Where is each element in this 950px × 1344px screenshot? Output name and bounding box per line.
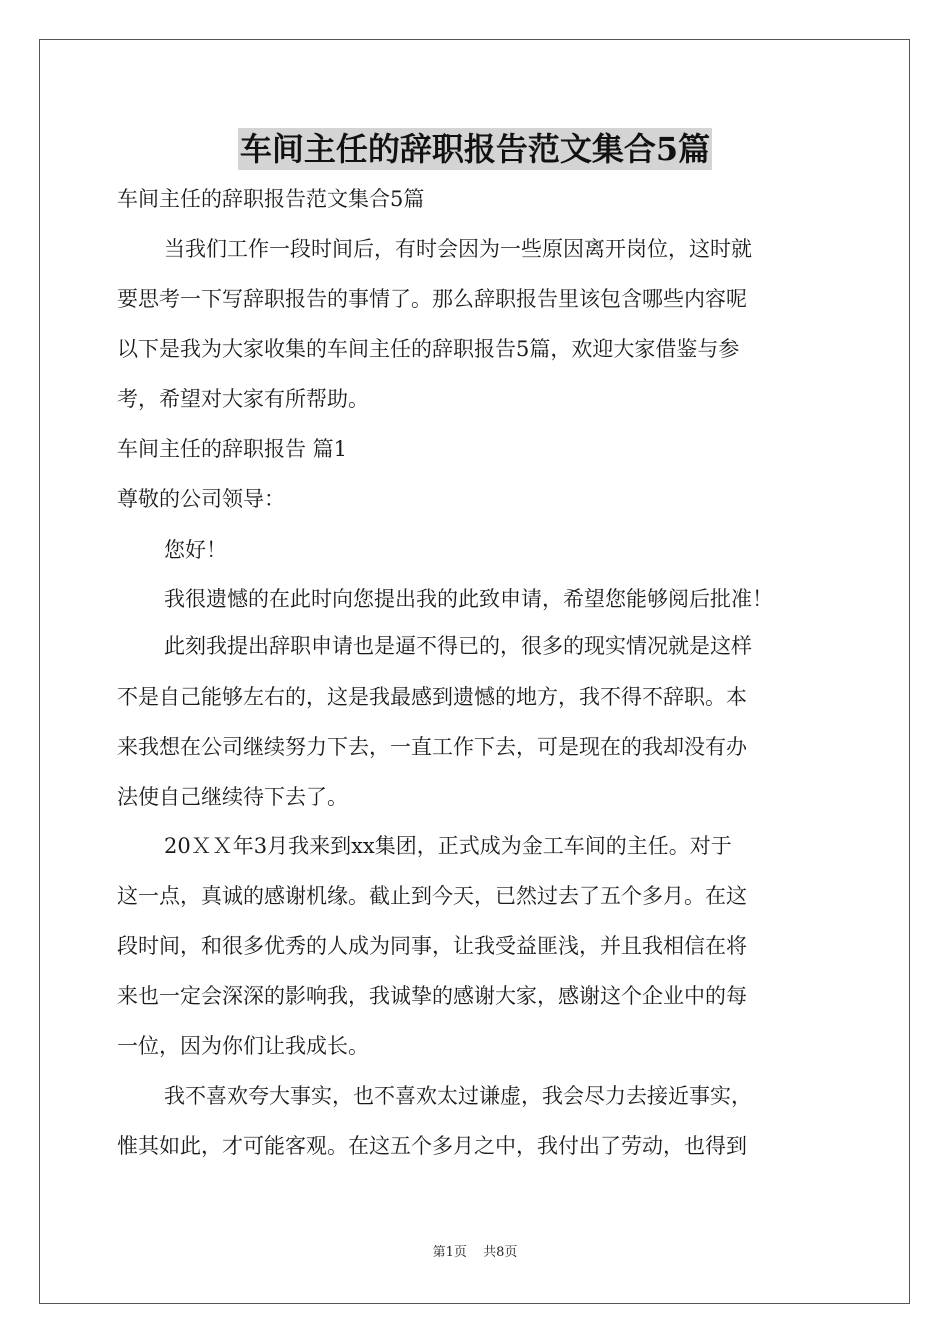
paragraph-line: 考，希望对大家有所帮助。 <box>117 387 369 411</box>
paragraph-line: 此刻我提出辞职申请也是逼不得已的，很多的现实情况就是这样 <box>164 634 752 658</box>
page-number-current: 第1页 <box>432 1245 467 1260</box>
greeting: 您好！ <box>164 538 227 562</box>
paragraph-line: 来也一定会深深的影响我，我诚挚的感谢大家，感谢这个企业中的每 <box>117 984 747 1008</box>
paragraph-line: 段时间，和很多优秀的人成为同事，让我受益匪浅，并且我相信在将 <box>117 934 747 958</box>
paragraph-line: 法使自己继续待下去了。 <box>117 785 348 809</box>
section-heading: 车间主任的辞职报告 篇1 <box>117 437 348 461</box>
paragraph-line: 一位，因为你们让我成长。 <box>117 1034 369 1058</box>
paragraph-line: 我很遗憾的在此时向您提出我的此致申请，希望您能够阅后批准！ <box>164 587 773 611</box>
paragraph-line: 以下是我为大家收集的车间主任的辞职报告5篇，欢迎大家借鉴与参 <box>117 337 740 361</box>
paragraph-line: 我不喜欢夸大事实，也不喜欢太过谦虚，我会尽力去接近事实， <box>164 1084 752 1108</box>
paragraph-line: 来我想在公司继续努力下去，一直工作下去，可是现在的我却没有办 <box>117 735 747 759</box>
document-subtitle: 车间主任的辞职报告范文集合5篇 <box>117 187 425 211</box>
page-border <box>39 39 910 1304</box>
title-container <box>0 128 950 170</box>
paragraph-line: 惟其如此，才可能客观。在这五个多月之中，我付出了劳动，也得到 <box>117 1134 747 1158</box>
page-footer <box>0 1244 950 1262</box>
paragraph-line: 不是自己能够左右的，这是我最感到遗憾的地方，我不得不辞职。本 <box>117 685 747 709</box>
salutation: 尊敬的公司领导： <box>117 487 285 511</box>
page-number-total: 共8页 <box>483 1245 518 1260</box>
paragraph-line: 要思考一下写辞职报告的事情了。那么辞职报告里该包含哪些内容呢 <box>117 287 747 311</box>
paragraph-line: 20ＸＸ年3月我来到xx集团，正式成为金工车间的主任。对于 <box>164 834 732 858</box>
paragraph-line: 这一点，真诚的感谢机缘。截止到今天，已然过去了五个多月。在这 <box>117 884 747 908</box>
document-title: 车间主任的辞职报告范文集合5篇 <box>239 130 711 168</box>
paragraph-line: 当我们工作一段时间后，有时会因为一些原因离开岗位，这时就 <box>164 237 752 261</box>
